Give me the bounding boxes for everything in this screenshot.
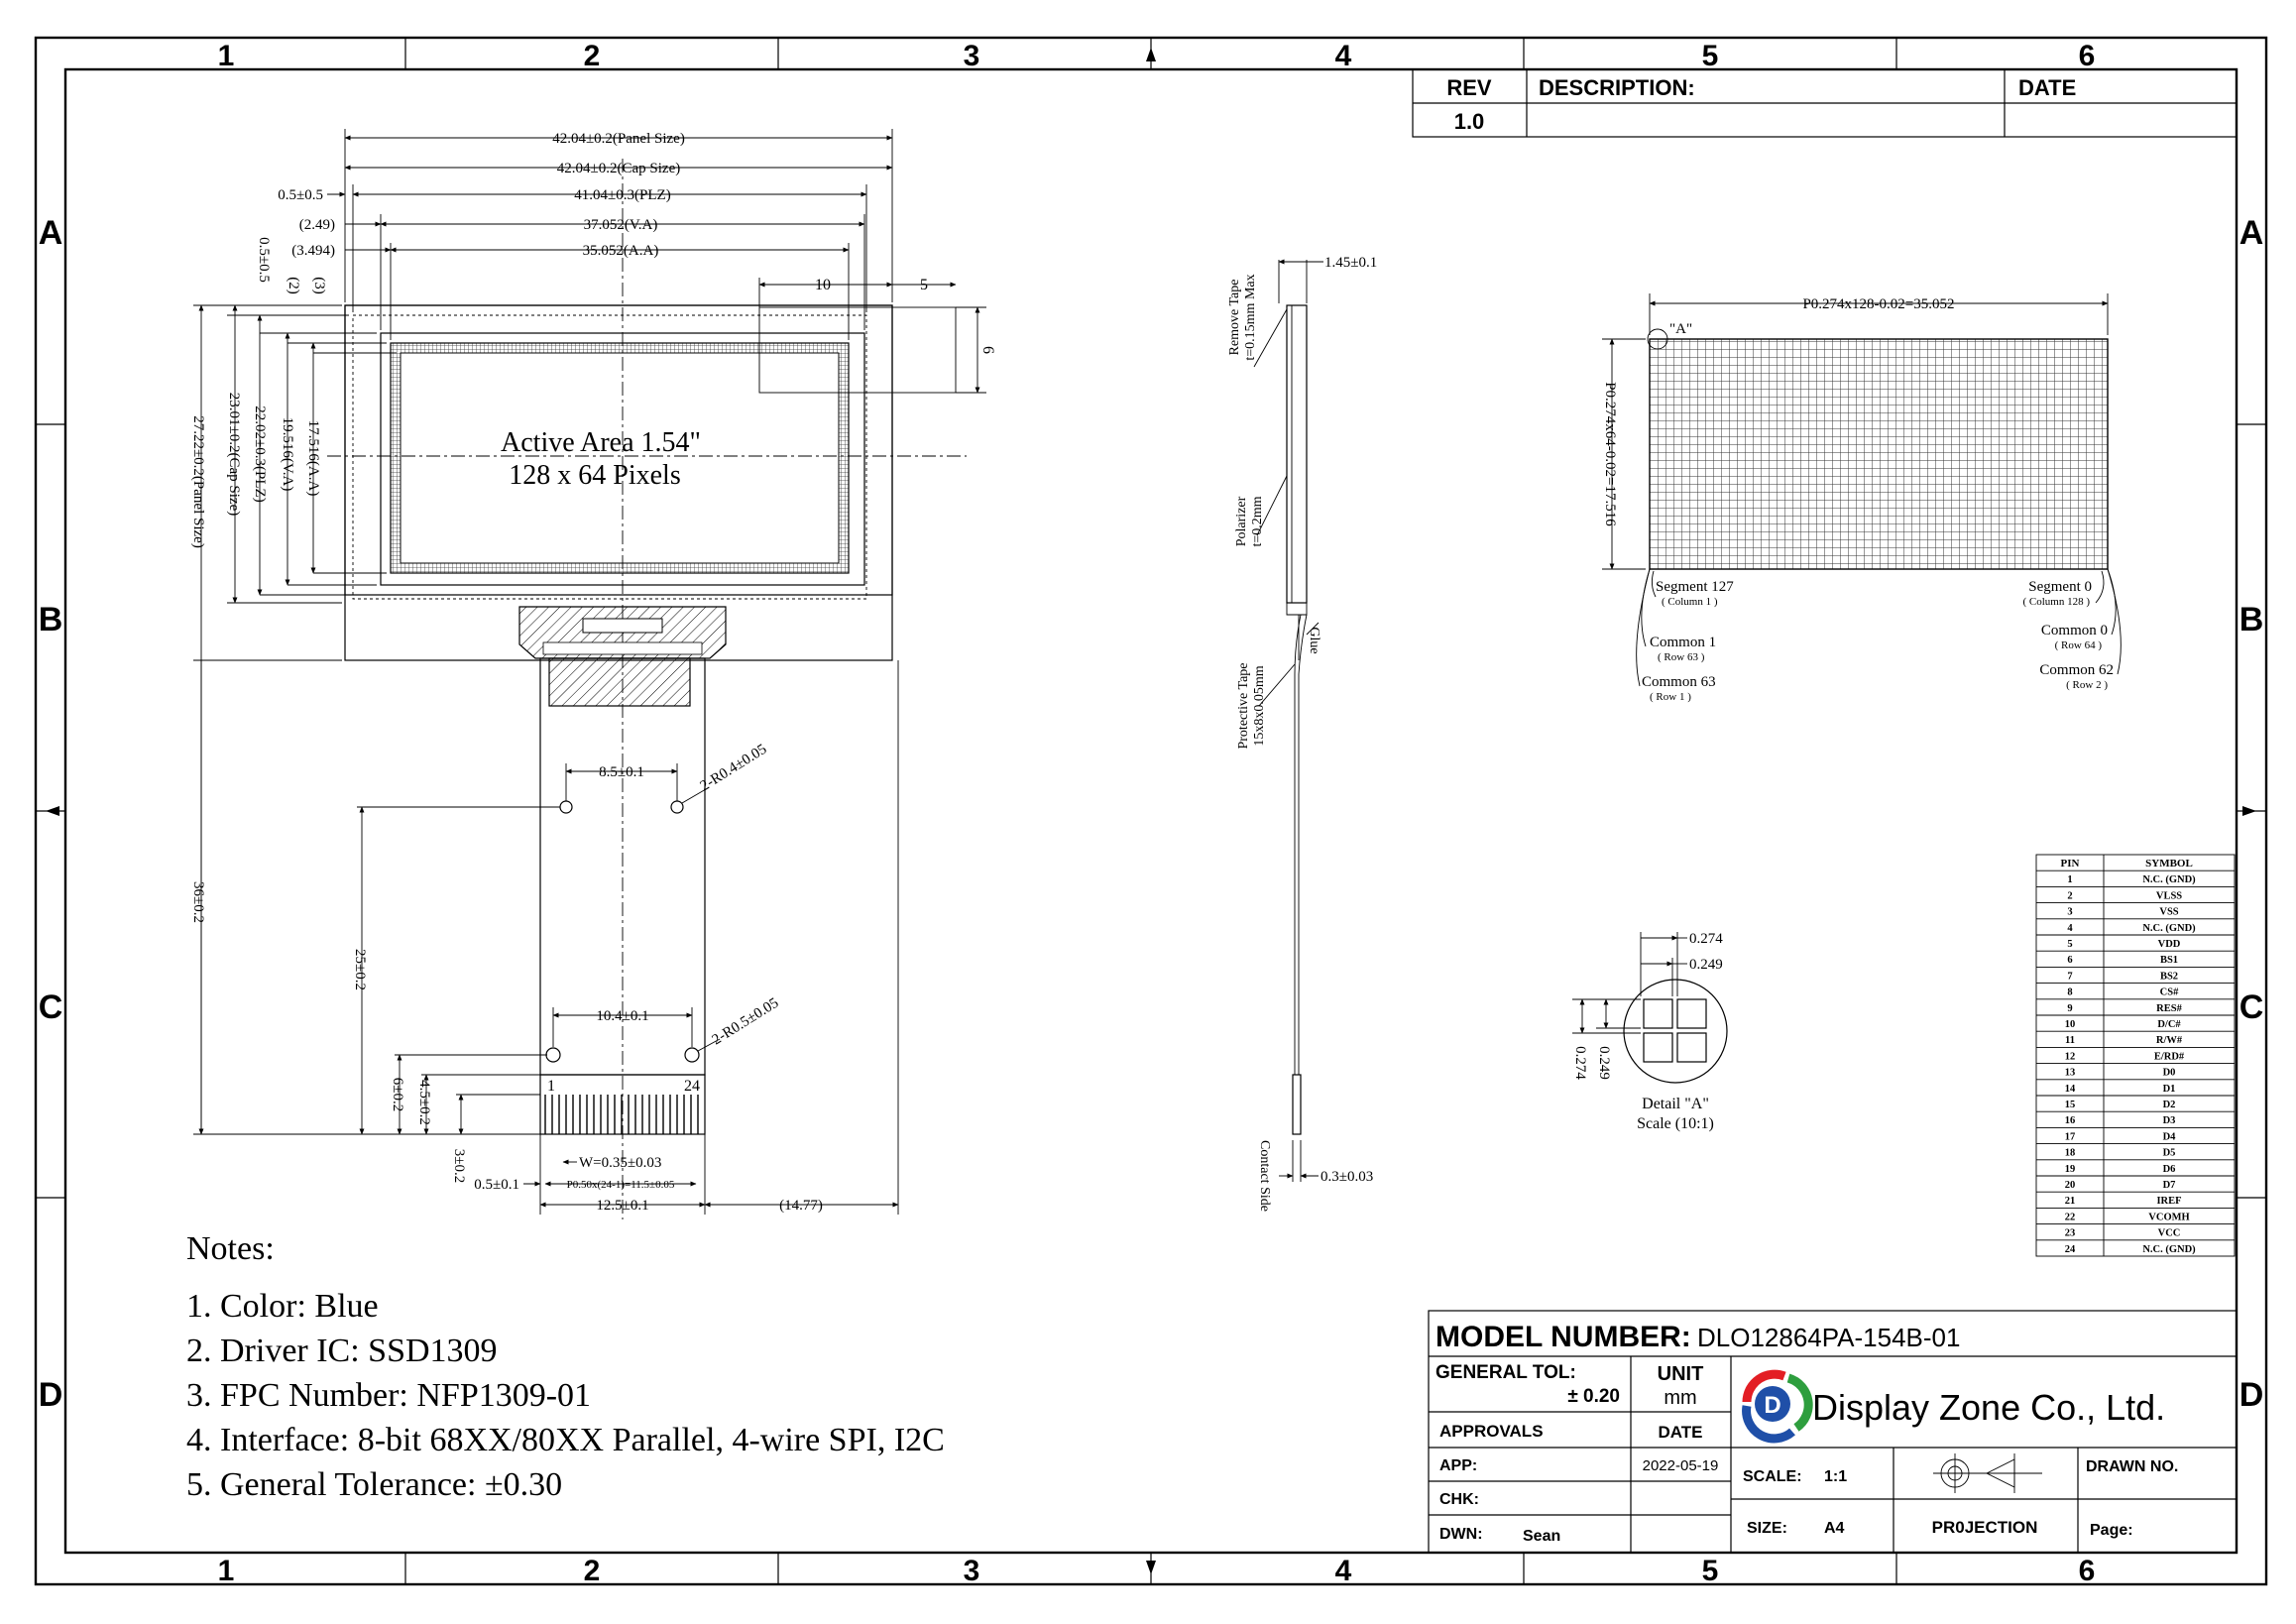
pin-number: 12 [2064,1051,2076,1063]
fpc-pin-last: 24 [684,1078,700,1095]
fpc-contact-fingers [545,1095,698,1134]
notes [186,1230,945,1503]
svg-text:D: D [1764,1392,1781,1419]
side-polarizer-2: t=0.2mm [1250,496,1265,547]
side-remove-tape-1: Remove Tape [1227,279,1242,356]
side-fpc-thickness: 0.3±0.03 [1320,1169,1374,1185]
detail-scale: Scale (10:1) [1637,1115,1714,1132]
dim-six-height: 6±0.2 [390,1077,405,1112]
dim-hole-spacing-bottom: 10.4±0.1 [596,1008,649,1024]
pin-symbol: RES# [2156,1002,2182,1014]
pin-symbol: VDD [2157,939,2181,950]
pixel-height-dim: P0.274x64-0.02=17.516 [1602,382,1618,526]
detail-a [1572,931,1727,1132]
detail-label: Detail "A" [1642,1096,1709,1112]
side-view [1227,255,1377,1212]
pin-number: 6 [2067,955,2073,967]
dim-aa: 35.052(A.A) [582,243,659,259]
col-label-2-bottom: 2 [583,1555,601,1587]
col-label-3: 3 [963,40,980,72]
pin-number: 5 [2067,939,2073,950]
pixel-grid [1650,339,2108,569]
pin-number: 20 [2064,1180,2076,1191]
pin-number: 17 [2064,1131,2076,1143]
dwn-name: Sean [1523,1528,1561,1545]
dim-right-offset: (14.77) [779,1198,823,1214]
side-fpc [1295,615,1307,1075]
pin-symbol: VCC [2157,1227,2181,1239]
row-label-b: B [38,601,63,638]
pin-number: 14 [2064,1083,2076,1095]
pin-symbol: D2 [2162,1100,2176,1110]
fpc-hole-top-left [560,801,572,813]
dim-radius-bottom: 2-R0.5±0.05 [709,994,782,1049]
fpc-pin-first: 1 [547,1078,555,1095]
row-label-d: D [38,1376,63,1414]
dim-v-offset: 0.5±0.5 [256,237,272,283]
pin-symbol: N.C. (GND) [2142,874,2196,886]
note-item: 5. General Tolerance: ±0.30 [186,1466,563,1503]
pin-number: 13 [2064,1067,2076,1079]
dim-plz: 41.04±0.3(PLZ) [574,187,671,203]
detail-dim-c: 0.274 [1572,1046,1588,1080]
pin-symbol: N.C. (GND) [2142,1243,2196,1255]
dim-plz-offset: 0.5±0.5 [278,187,323,203]
company-logo-icon [1747,1374,1809,1439]
active-area-title: Active Area 1.54" [501,427,701,458]
common-63: Common 63 [1642,674,1716,690]
pin-symbol: E/RD# [2153,1051,2185,1063]
detail-dim-d: 0.249 [1596,1046,1612,1080]
dim-side-offset: 0.5±0.1 [474,1177,519,1193]
detail-circle [1624,980,1727,1083]
size-label: SIZE: [1747,1520,1787,1537]
common-62: Common 62 [2039,662,2114,678]
pin-number: 1 [2067,874,2073,886]
front-view [190,129,996,1219]
description-header: DESCRIPTION: [1539,75,1695,100]
date-header: DATE [2018,75,2077,100]
detail-a-marker: "A" [1669,321,1693,337]
col-label-4-bottom: 4 [1334,1555,1352,1587]
pin-number: 21 [2064,1196,2076,1208]
pin-symbol: IREF [2156,1196,2182,1208]
dim-aa-offset: (3.494) [291,243,335,259]
row-label-d-right: D [2239,1376,2264,1414]
page-label: Page: [2090,1522,2133,1539]
dim-panel-size: 42.04±0.2(Panel Size) [552,131,685,147]
general-tol-value: ± 0.20 [1567,1386,1620,1407]
rev-header: REV [1446,75,1492,100]
pin-table [2036,855,2235,1256]
pin-symbol: D6 [2162,1163,2176,1175]
app-label: APP: [1439,1457,1478,1474]
note-item: 3. FPC Number: NFP1309-01 [186,1377,592,1414]
segment-0: Segment 0 [2028,579,2092,595]
side-glue: Glue [1307,627,1321,654]
dim-ten: 10 [815,277,831,293]
scale-value: 1:1 [1824,1468,1848,1485]
dim-cap-size: 42.04±0.2(Cap Size) [556,161,681,176]
dim-three-height: 3±0.2 [451,1148,467,1184]
row-64: ( Row 64 ) [2054,639,2102,651]
pin-number: 7 [2067,971,2073,983]
pin-symbol: D4 [2162,1131,2176,1143]
pin-number: 23 [2064,1227,2076,1239]
pin-symbol: D5 [2162,1147,2176,1159]
app-date: 2022-05-19 [1642,1457,1719,1474]
detail-dim-b: 0.249 [1689,957,1723,973]
row-1: ( Row 1 ) [1650,691,1691,703]
fpc-stiffener [549,658,690,706]
pin-symbol: D0 [2162,1067,2176,1079]
drawn-no-label: DRAWN NO. [2086,1458,2179,1475]
fpc-hole-bottom-left [546,1048,560,1062]
pin-number: 3 [2067,906,2073,918]
pin-number: 19 [2064,1163,2076,1175]
note-item: 4. Interface: 8-bit 68XX/80XX Parallel, 4-wire SPI, I2C [186,1422,945,1458]
row-label-a-right: A [2239,214,2264,252]
pin-number: 16 [2064,1115,2076,1127]
pin-number: 2 [2067,890,2073,902]
pin-number: 10 [2064,1019,2076,1030]
pin-symbol: N.C. (GND) [2142,922,2196,934]
general-tol-label: GENERAL TOL: [1435,1362,1576,1383]
pin-number: 18 [2064,1147,2076,1159]
dim-va-offset: (2.49) [298,217,335,233]
side-thickness: 1.45±0.1 [1324,255,1378,271]
model-number-value: DLO12864PA-154B-01 [1697,1323,1961,1352]
row-2: ( Row 2 ) [2066,679,2108,691]
dim-six: 6 [979,346,996,354]
pin-table-header-pin: PIN [2060,858,2080,870]
dim-aa-height: 17.516(A.A) [305,419,321,497]
projection-label: PR0JECTION [1931,1518,2038,1537]
col-label-1: 1 [217,40,235,72]
col-label-5: 5 [1701,40,1719,72]
pin-table-header-symbol: SYMBOL [2145,858,2193,870]
col-label-1-bottom: 1 [217,1555,235,1587]
unit-label: UNIT [1657,1363,1704,1385]
side-contact: Contact Side [1257,1140,1272,1212]
common-0: Common 0 [2040,623,2108,638]
dim-total-height: 36±0.2 [190,881,206,923]
pin-symbol: BS2 [2159,971,2179,983]
dim-pitch: P0.50x(24-1)=11.5±0.05 [566,1179,675,1191]
detail-dim-a: 0.274 [1689,931,1723,947]
dim-panel-height: 27.22±0.2(Panel Size) [190,415,206,548]
pin-number: 24 [2064,1243,2076,1255]
unit-value: mm [1664,1387,1697,1409]
col-label-3-bottom: 3 [963,1555,980,1587]
pin-number: 8 [2067,986,2073,998]
pixel-layout-view [1602,293,2121,703]
dim-fpc-total-width: 12.5±0.1 [596,1198,649,1214]
scale-label: SCALE: [1743,1468,1802,1485]
col-label-2: 2 [583,40,601,72]
pin-symbol: VLSS [2155,890,2183,902]
date-label: DATE [1658,1423,1703,1442]
side-protective-1: Protective Tape [1236,662,1251,750]
chk-label: CHK: [1439,1491,1479,1508]
model-number-label: MODEL NUMBER: [1435,1321,1691,1353]
col-label-5-bottom: 5 [1701,1555,1719,1587]
common-1: Common 1 [1650,635,1717,650]
pin-symbol: VSS [2159,906,2179,918]
pin-symbol: D3 [2162,1115,2176,1127]
dim-va: 37.052(V.A) [583,217,658,233]
side-polarizer-1: Polarizer [1234,496,1249,547]
dim-va-height: 19.516(V.A) [280,416,295,492]
pin-symbol: VCOMH [2148,1212,2190,1223]
pin-symbol: BS1 [2159,955,2179,967]
note-item: 2. Driver IC: SSD1309 [186,1333,498,1369]
pixel-width-dim: P0.274x128-0.02=35.052 [1802,296,1955,312]
dim-hole-spacing-top: 8.5±0.1 [599,764,644,780]
dim-radius-top: 2-R0.4±0.05 [697,741,770,795]
pin-symbol: D7 [2162,1180,2176,1191]
dim-fpc-height: 25±0.2 [352,949,368,990]
pin-number: 4 [2067,922,2073,934]
side-panel-body [1287,305,1307,603]
pin-number: 9 [2067,1002,2073,1014]
dim-plz-height: 22.02±0.3(PLZ) [252,406,268,503]
row-label-b-right: B [2239,601,2264,638]
segment-127: Segment 127 [1656,579,1734,595]
pin-number: 15 [2064,1100,2076,1110]
projection-symbol-icon [1933,1453,2042,1493]
row-label-c-right: C [2239,988,2264,1026]
note-item: 1. Color: Blue [186,1288,379,1325]
column-1: ( Column 1 ) [1662,596,1718,608]
dim-cap-height: 23.01±0.2(Cap Size) [226,392,242,517]
dim-contact-width: W=0.35±0.03 [579,1155,662,1171]
size-value: A4 [1824,1520,1845,1537]
approvals-label: APPROVALS [1439,1422,1544,1441]
fpc-hole-top-right [671,801,683,813]
company-name: Display Zone Co., Ltd. [1812,1387,2166,1428]
row-63: ( Row 63 ) [1658,651,1705,663]
active-area-pixels: 128 x 64 Pixels [509,460,681,491]
row-label-a: A [38,214,63,252]
row-label-c: C [38,988,63,1026]
col-label-4: 4 [1334,40,1352,72]
pin-symbol: D/C# [2157,1019,2181,1030]
side-remove-tape-2: t=0.15mm Max [1243,274,1258,361]
col-label-6: 6 [2078,40,2096,72]
pin-symbol: D1 [2162,1083,2176,1095]
dim-five: 5 [920,277,928,293]
pin-number: 11 [2065,1035,2075,1047]
pin-number: 22 [2064,1212,2076,1223]
dwn-label: DWN: [1439,1526,1483,1543]
column-128: ( Column 128 ) [2022,596,2090,608]
pin-symbol: R/W# [2155,1035,2183,1047]
revision-block [1413,69,2237,137]
pin-symbol: CS# [2159,986,2179,998]
title-block [1429,1311,2237,1553]
col-label-6-bottom: 6 [2078,1555,2096,1587]
dim-v-three: (3) [311,277,327,294]
fpc-hole-bottom-right [685,1048,699,1062]
fpc-dims [474,660,898,1215]
notes-title: Notes: [186,1230,275,1267]
rev-value: 1.0 [1453,109,1485,134]
side-protective-2: 15x8x0.05mm [1252,665,1267,747]
dim-v-two: (2) [286,277,301,294]
dim-four-five: 4.5±0.2 [416,1080,432,1125]
